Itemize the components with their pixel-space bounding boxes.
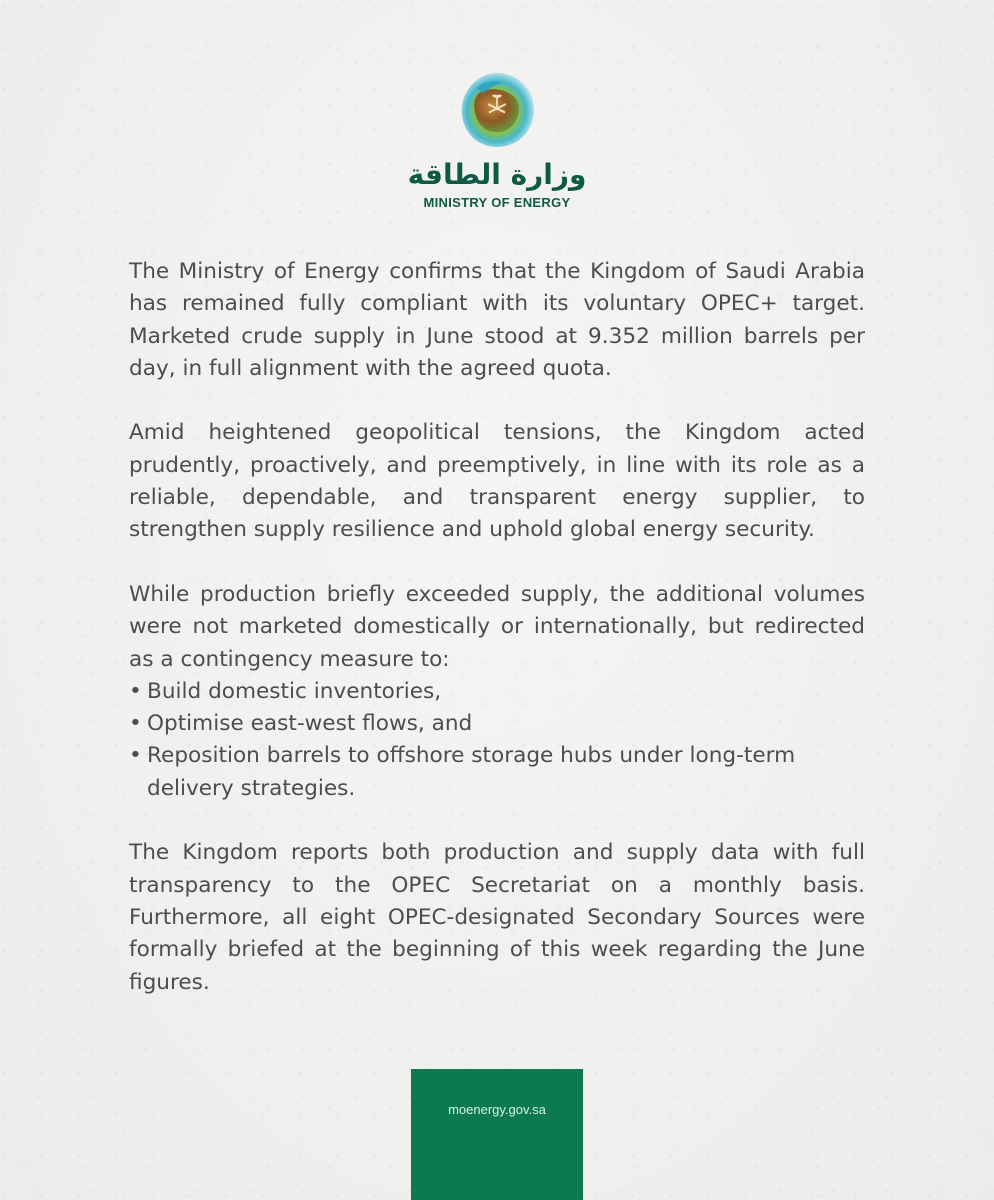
paragraph-security: Amid heightened geopolitical tensions, the Kingdom acted prudently, proactively, and preemptively, in line with its role as a reliable, dependable, and transparent energy supplier, to strengthen supply resilience and uphold global energy security. (129, 420, 865, 543)
list-item (129, 740, 865, 805)
paragraph-transparency: The Kingdom reports both production and supply data with full transparency to the OPEC Secretariat on a monthly basis. Furthermore, all eight OPEC-designated Secondary Sources were formally briefed at the beginning of this week regarding the June figures. (129, 840, 865, 995)
website-link[interactable]: moenergy.gov.sa (448, 1102, 546, 1117)
bullet-dot: • (129, 678, 142, 704)
list-item-text: Optimise east-west flows, and (147, 711, 473, 737)
ministry-english-name: MINISTRY OF ENERGY (423, 195, 571, 210)
bullet-dot: • (129, 743, 142, 769)
list-item (129, 676, 865, 708)
list-item-text: Reposition barrels to offshore storage hubs under long-term delivery strategies. (147, 743, 796, 801)
list-item (129, 708, 865, 740)
paragraph-compliance: The Ministry of Energy confirms that the Kingdom of Saudi Arabia has remained fully compliant with its voluntary OPEC+ target. Marketed crude supply in June stood at 9.352 million barrels per day, in full alignment with the agreed quota. (129, 259, 865, 381)
footer-banner (411, 1069, 583, 1200)
contingency-measures-list (129, 676, 865, 805)
ministry-arabic-name: وزارة الطاقة (407, 158, 587, 191)
list-item-text: Build domestic inventories, (147, 678, 442, 704)
statement-body (129, 256, 865, 1031)
ministry-emblem-icon (455, 68, 539, 152)
bullet-dot: • (129, 711, 142, 737)
ministry-logo (0, 68, 994, 210)
paragraph-contingency: While production briefly exceeded supply, the additional volumes were not marketed domestically or internationally, but redirected as a contingency measure to: (129, 581, 865, 672)
